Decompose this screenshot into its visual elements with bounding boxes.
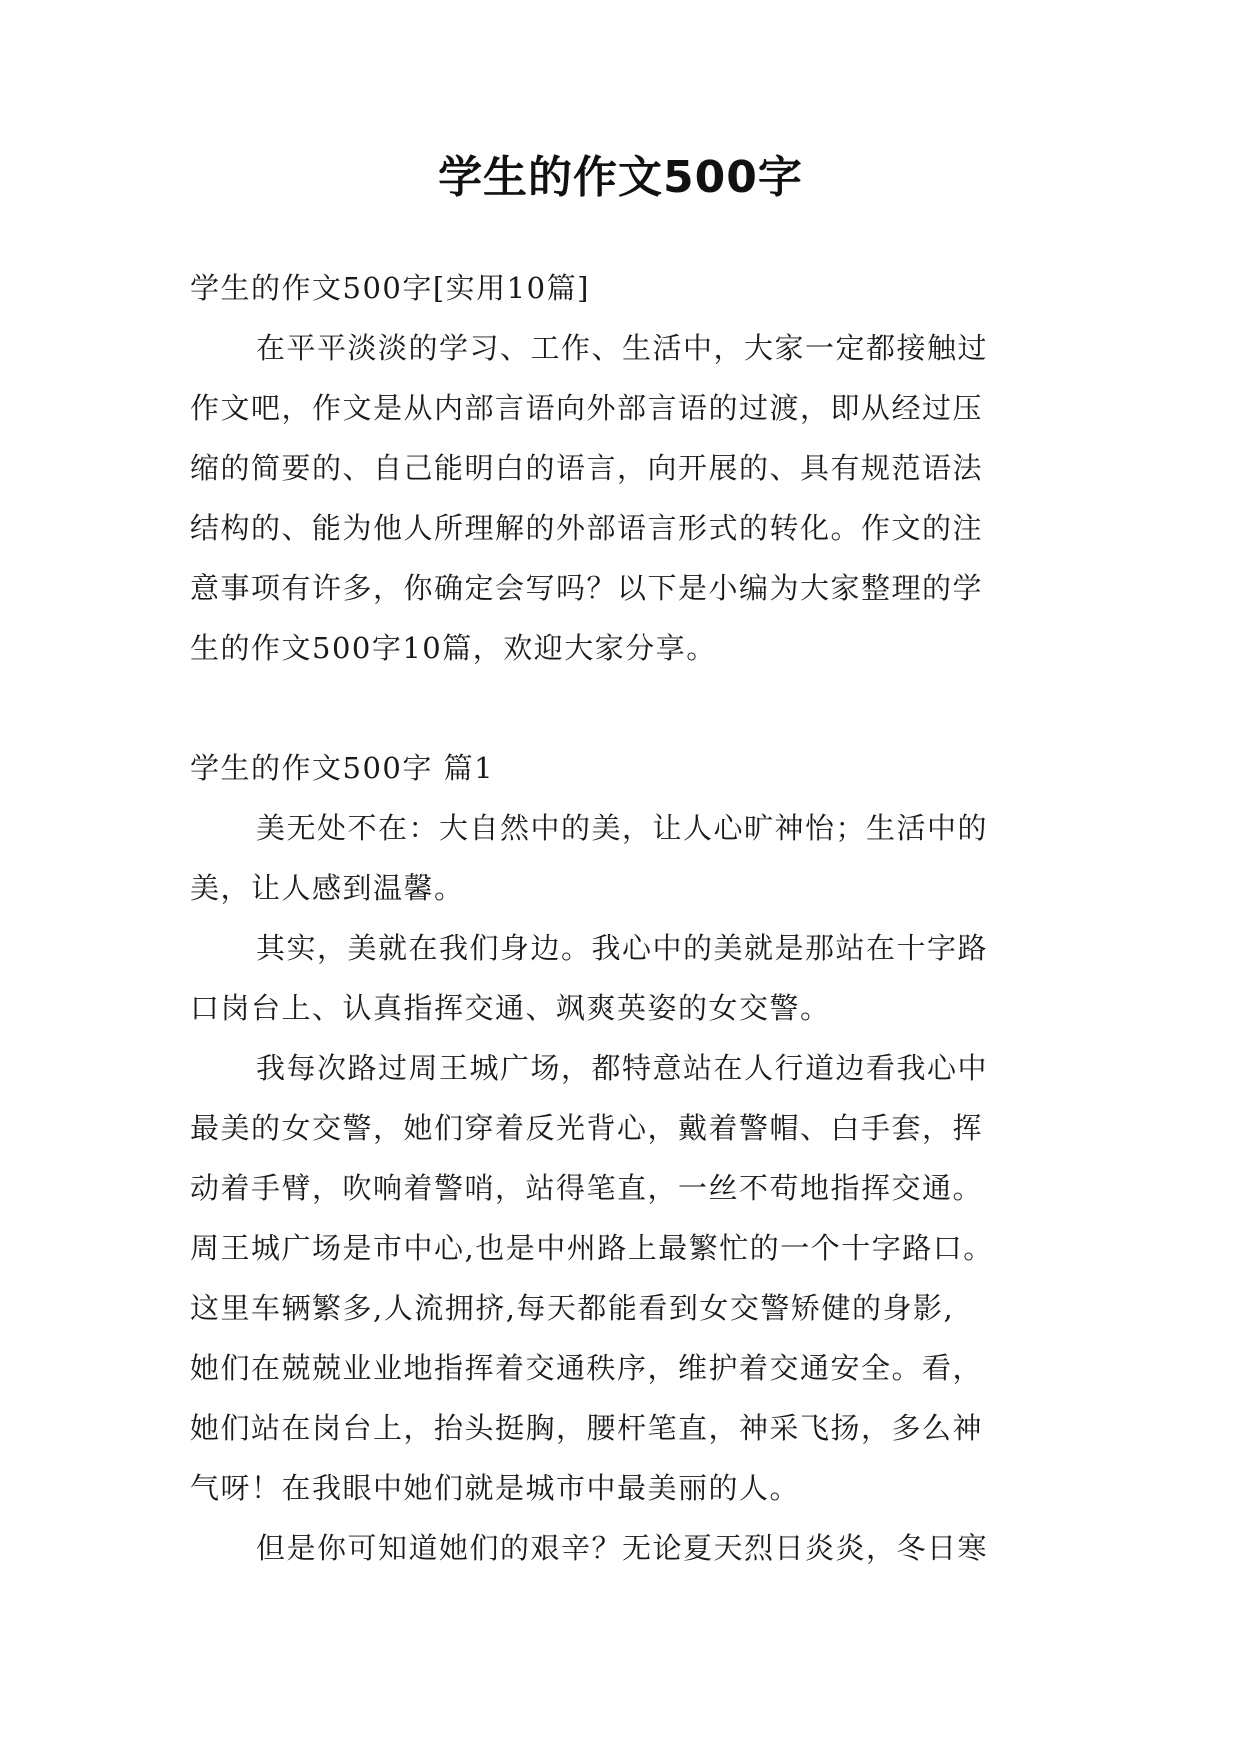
paragraph-line: 美无处不在：大自然中的美，让人心旷神怡；生活中的 [256,811,989,845]
paragraph-line: 但是你可知道她们的艰辛？无论夏天烈日炎炎，冬日寒 [256,1531,989,1565]
paragraph-line: 周王城广场是市中心,也是中州路上最繁忙的一个十字路口。 [190,1231,994,1265]
paragraph-line: 在平平淡淡的学习、工作、生活中，大家一定都接触过 [256,331,989,365]
paragraph-line: 其实，美就在我们身边。我心中的美就是那站在十字路 [256,931,989,965]
paragraph-line: 结构的、能为他人所理解的外部语言形式的转化。作文的注 [190,511,984,545]
paragraph-line: 口岗台上、认真指挥交通、飒爽英姿的女交警。 [190,991,831,1025]
paragraph-1 [190,798,1058,918]
document-title: 学生的作文500字 [438,152,803,203]
intro-paragraph [190,318,1058,678]
paragraph-line: 最美的女交警，她们穿着反光背心，戴着警帽、白手套，挥 [190,1111,984,1145]
paragraph-4 [190,1518,1058,1578]
paragraph-3 [190,1038,1058,1518]
paragraph-line: 她们站在岗台上，抬头挺胸，腰杆笔直，神采飞扬，多么神 [190,1411,984,1445]
document-body [190,258,1058,1578]
paragraph-line: 我每次路过周王城广场，都特意站在人行道边看我心中 [256,1051,989,1085]
intro-heading: 学生的作文500字[实用10篇] [190,271,590,305]
paragraph-line: 气呀！在我眼中她们就是城市中最美丽的人。 [190,1471,801,1505]
section-spacer [190,678,1058,738]
paragraph-line: 生的作文500字10篇，欢迎大家分享。 [190,631,717,665]
paragraph-line: 她们在兢兢业业地指挥着交通秩序，维护着交通安全。看， [190,1351,984,1385]
section-heading: 学生的作文500字 篇1 [190,751,495,785]
paragraph-line: 这里车辆繁多,人流拥挤,每天都能看到女交警矫健的身影, [190,1291,955,1325]
paragraph-line: 作文吧，作文是从内部言语向外部言语的过渡，即从经过压 [190,391,984,425]
paragraph-line: 美，让人感到温馨。 [190,871,465,905]
paragraph-line: 缩的简要的、自己能明白的语言，向开展的、具有规范语法 [190,451,984,485]
paragraph-2 [190,918,1058,1038]
paragraph-line: 意事项有许多，你确定会写吗？以下是小编为大家整理的学 [190,571,984,605]
paragraph-line: 动着手臂，吹响着警哨，站得笔直，一丝不苟地指挥交通。 [190,1171,984,1205]
